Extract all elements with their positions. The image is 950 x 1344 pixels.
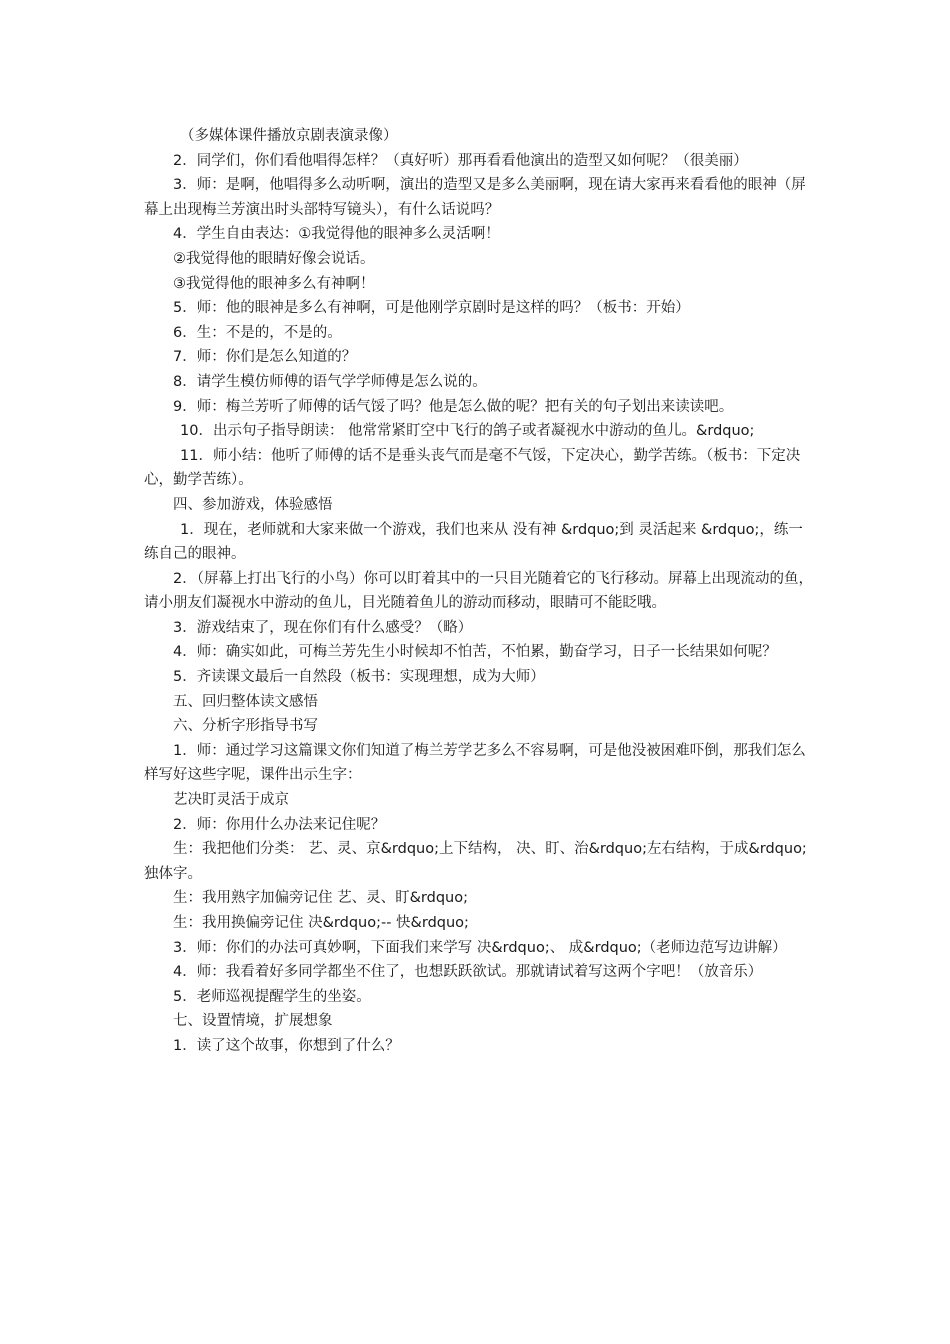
paragraph: 2．师：你用什么办法来记住呢？ xyxy=(173,816,386,833)
paragraph: 艺决盯灵活于成京 xyxy=(173,792,289,809)
paragraph: 5．师：他的眼神是多么有神啊，可是他刚学京剧时是这样的吗？（板书：开始） xyxy=(173,300,690,317)
paragraph: ③我觉得他的眼神多么有神啊！ xyxy=(173,275,375,292)
paragraph: 生：我用熟字加偏旁记住 艺、灵、盯&rdquo; xyxy=(173,890,468,907)
paragraph: 生：我把他们分类： 艺、灵、京&rdquo;上下结构， 决、盯、治&rdquo;左右结构，于成&rdquo;独体字。 xyxy=(144,841,807,882)
paragraph: 1．师：通过学习这篇课文你们知道了梅兰芳学艺多么不容易啊，可是他没被困难吓倒，那我们怎么样写好这些字呢，课件出示生字： xyxy=(144,742,806,784)
paragraph: 1．读了这个故事，你想到了什么？ xyxy=(173,1037,400,1054)
paragraph: 4．师：确实如此，可梅兰芳先生小时候却不怕苦，不怕累，勤奋学习，日子一长结果如何呢？ xyxy=(173,644,777,661)
paragraph: 5．齐读课文最后一自然段（板书：实现理想，成为大师） xyxy=(173,669,545,686)
paragraph: 11．师小结：他听了师傅的话不是垂头丧气而是毫不气馁，下定决心，勤学苦练。（板书：下定决心，勤学苦练）。 xyxy=(144,447,801,489)
paragraph: 3．师：是啊，他唱得多么动听啊，演出的造型又是多么美丽啊，现在请大家再来看看他的眼神（屏幕上出现梅兰芳演出时头部特写镜头），有什么话说吗？ xyxy=(144,177,806,218)
paragraph: 6．生：不是的，不是的。 xyxy=(173,324,342,341)
paragraph: 2．（屏幕上打出飞行的小鸟）你可以盯着其中的一只目光随着它的飞行移动。屏幕上出现流动的鱼，请小朋友们凝视水中游动的鱼儿，目光随着鱼儿的游动而移动，眼睛可不能眨哦。 xyxy=(144,570,813,612)
paragraph: 七、设置情境，扩展想象 xyxy=(173,1013,333,1030)
paragraph: 10．出示句子指导朗读： 他常常紧盯空中飞行的鸽子或者凝视水中游动的鱼儿。&rdquo; xyxy=(180,423,755,440)
paragraph: 3．游戏结束了，现在你们有什么感受？（略） xyxy=(173,619,473,636)
paragraph: 生：我用换偏旁记住 决&rdquo;-- 快&rdquo; xyxy=(173,915,469,931)
paragraph: 六、分析字形指导书写 xyxy=(173,718,318,735)
paragraph: 4．师：我看着好多同学都坐不住了，也想跃跃欲试。那就请试着写这两个字吧！（放音乐） xyxy=(173,964,763,981)
paragraph: 9．师：梅兰芳听了师傅的话气馁了吗？他是怎么做的呢？把有关的句子划出来读读吧。 xyxy=(173,398,734,415)
paragraph: ②我觉得他的眼睛好像会说话。 xyxy=(173,250,375,267)
paragraph: 1．现在，老师就和大家来做一个游戏，我们也来从 没有神 &rdquo;到 灵活起来 &rdquo;，练一练自己的眼神。 xyxy=(144,521,803,563)
paragraph: 2．同学们，你们看他唱得怎样？（真好听）那再看看他演出的造型又如何呢？（很美丽） xyxy=(173,152,748,169)
paragraph: 5．老师巡视提醒学生的坐姿。 xyxy=(173,988,371,1005)
paragraph: 四、参加游戏，体验感悟 xyxy=(173,496,333,513)
document-body xyxy=(144,124,814,1059)
paragraph: 4．学生自由表达：①我觉得他的眼神多么灵活啊！ xyxy=(173,226,500,243)
paragraph: 3．师：你们的办法可真妙啊，下面我们来学写 决&rdquo;、 成&rdquo;（老师边范写边讲解） xyxy=(173,939,787,956)
paragraph: （多媒体课件播放京剧表演录像） xyxy=(180,128,398,144)
paragraph: 7．师：你们是怎么知道的？ xyxy=(173,349,357,366)
paragraph: 五、回归整体读文感悟 xyxy=(173,693,318,710)
paragraph: 8．请学生模仿师傅的语气学学师傅是怎么说的。 xyxy=(173,373,487,390)
